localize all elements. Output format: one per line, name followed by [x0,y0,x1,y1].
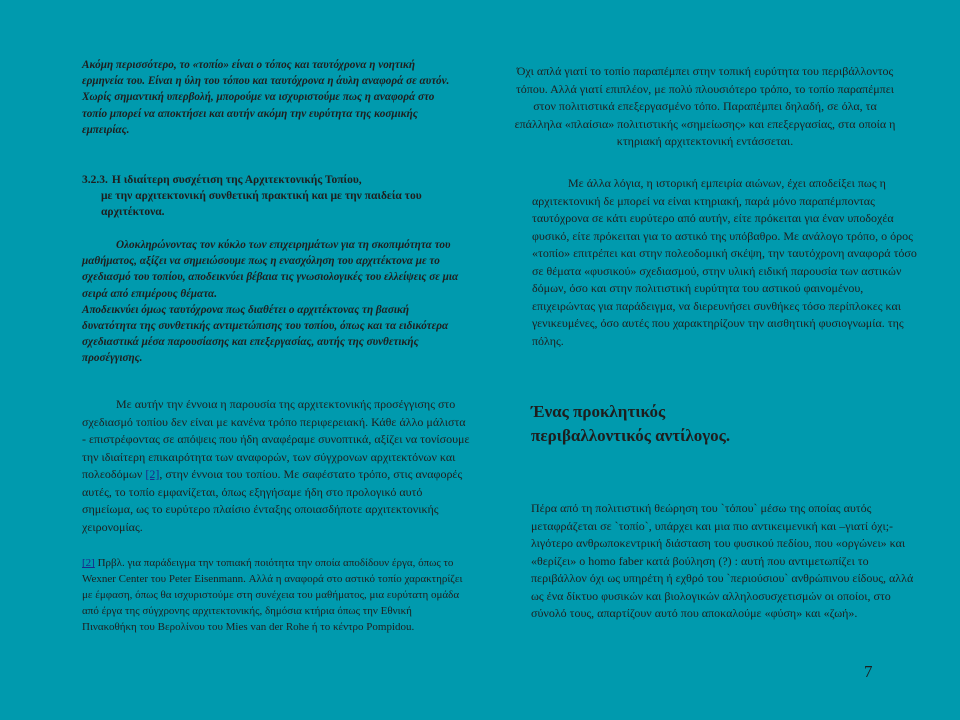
section-title-rest: με την αρχιτεκτονική συνθετική πρακτική και με την παιδεία του αρχιτέκτονα. [101,190,422,218]
intro-text: Ακόμη περισσότερο, το «τοπίο» είναι ο τόπος και ταυτόχρονα η νοητική ερμηνεία του. Είναι η ύλη του τόπου και ταυτόχρονα η άυλη αναφορά σε αυτόν. Χωρίς σημαντική υπερβολή, μπορούμε να ισχυριστούμε πως η αναφορά στο τοπίο μπορεί να αποκτήσει και αυτήν ακόμη την ευρύτητα της κοσμικής εμπειρίας. [82,59,450,136]
section-title [531,400,911,448]
argument-paragraphs [82,237,462,367]
right-paragraph-3 [531,500,917,623]
right-paragraph-1 [512,63,898,151]
right-paragraph-1-text: Όχι απλά γιατί το τοπίο παραπέμπει στην τοπική ευρύτητα του περιβάλλοντος τόπου. Αλλά γιατί επιπλέον, με πολύ πλουσιότερο τρόπο, το τοπίο παραπέμπει στον πολιτιστικά επεξεργασμένο τόπο. Παραπέμπει δηλαδή, σε όλα, τα επάλληλα «πλαίσια» πολιτιστικής «σημείωσης» και επεξεργασίας, στα οποία η κτηριακή αρχιτεκτονική εντάσσεται. [514,64,896,148]
section-title-line-1: Ένας προκλητικός [531,402,666,421]
section-heading [82,172,442,220]
section-number: 3.2.3. [82,174,108,186]
argument-paragraph-a: Ολοκληρώνοντας τον κύκλο των επιχειρημάτων για τη σκοπιμότητα του μαθήματος, αξίζει να σημειώσουμε πως η ενασχόληση του αρχιτέκτονα με το σχεδιασμό του τοπίου, αποδεικνύει βέβαια τις γνωσιολογικές του ελλείψεις σε μια σειρά από επιμέρους θέματα. [82,239,459,300]
footnote-text: Πρβλ. για παράδειγμα την τοπιακή ποιότητα την οποία αποδίδουν έργα, όπως το Wexner Center του Peter Eisenmann. Αλλά η αναφορά στο αστικό τοπίο χαρακτηρίζει με έμφαση, όπως θα ισχυριστούμε στη συνέχεια του μαθήματος, μια ευρύτατη ομάδα από έργα της σύγχρονης αρχιτεκτονικής, δημόσια κτήρια όπως την Εθνική Πινακοθήκη του Βερολίνου του Mies van der Rohe ή το κέντρο Pompidou. [82,557,463,633]
argument-paragraph-b: Αποδεικνύει όμως ταυτόχρονα πως διαθέτει ο αρχιτέκτονας τη βασική δυνατότητα της συνθετικής αντιμετώπισης του τοπίου, όπως και τα ειδικότερα σχεδιαστικά μέσα παρουσίασης και επεξεργασίας, αυτής της συνθετικής προσέγγισης. [82,303,449,365]
body-text-end: , στην έννοια του τοπίου. Με σαφέστατο τρόπο, στις αναφορές αυτές, το τοπίο εμφανίζεται, όπως εξηγήσαμε ήδη στο προλογικό αυτό σημείωμα, ως το ευρύτερο πλαίσιο ένταξης οποιασδήποτε αρχιτεκτονικής χειρονομίας. [82,467,463,534]
footnote-reference-link[interactable]: [2] [145,467,160,481]
footnote [82,555,468,635]
section-title-line1: Η ιδιαίτερη συσχέτιση της Αρχιτεκτονικής Τοπίου, [111,174,362,186]
section-title-line-2: περιβαλλοντικός αντίλογος. [531,426,731,445]
body-paragraph [82,396,470,536]
right-paragraph-2 [532,175,918,350]
right-paragraph-3-text: Πέρα από τη πολιτιστική θεώρηση του `τόπου` μέσω της οποίας αυτός μεταφράζεται σε `τοπίο`, υπάρχει και μια πιο αντικειμενική και –γιατί όχι;- λιγότερο ανθρωποκεντρική διάσταση του φυσικού πεδίου, που «οργώνει» και «θερίζει» ο homo faber κατά βούληση (?) : αυτή που αντιμετωπίζει το περιβάλλον όχι ως υπηρέτη ή εχθρό του `περιούσιου` ανθρώπινου είδους, αλλά ως ένα δίκτυο φυσικών και βιολογικών αλληλοσυσχετισμών οι οποίοι, στο σύνολό τους, απαρτίζουν αυτό που αποκαλούμε «φύση» και «ζωή». [531,501,914,620]
body-text-start: Με αυτήν την έννοια η παρουσία της αρχιτεκτονικής προσέγγισης στο σχεδιασμό τοπίου δεν είναι με κανένα τρόπο περιφερειακή. Κάθε άλλο μάλιστα - επιστρέφοντας σε απόψεις που ήδη αναφέραμε συνοπτικά, αξίζει να τονίσουμε την ιδιαίτερη επικαιρότητα των αναφορών, των σύγχρονων αρχιτεκτόνων και πολεοδόμων [82,397,470,481]
page-number: 7 [864,662,873,681]
intro-paragraph [82,57,454,138]
right-paragraph-2-text: Με άλλα λόγια, η ιστορική εμπειρία αιώνων, έχει αποδείξει πως η αρχιτεκτονική δε μπορεί να είναι κτηριακή, παρά μόνο παραπέμποντας ταυτόχρονα σε κάτι ευρύτερο από αυτήν, είτε πρόκειται για έναν υποδοχέα φυσικό, είτε πρόκειται για το αστικό της υπόβαθρο. Με ανάλογο τρόπο, ο όρος «τοπίο» επιτρέπει και στην πολεοδομική σκέψη, την ταυτόχρονη αναφορά τόσο σε θέματα «φυσικού» σχεδιασμού, στην υλική ειδική παρουσία των αστικών δόμων, όσο και στην πολιτιστική ευρύτητα του αστικού φαινομένου, επιχειρώντας για παράδειγμα, να διερευνήσει συνθήκες τόσο περίπλοκες και γενικευμένες, όσο αυτές που χαρακτηρίζουν την αισθητική φυσιογνωμία. της πόλης. [532,176,917,348]
footnote-anchor-link[interactable]: [2] [82,557,95,569]
